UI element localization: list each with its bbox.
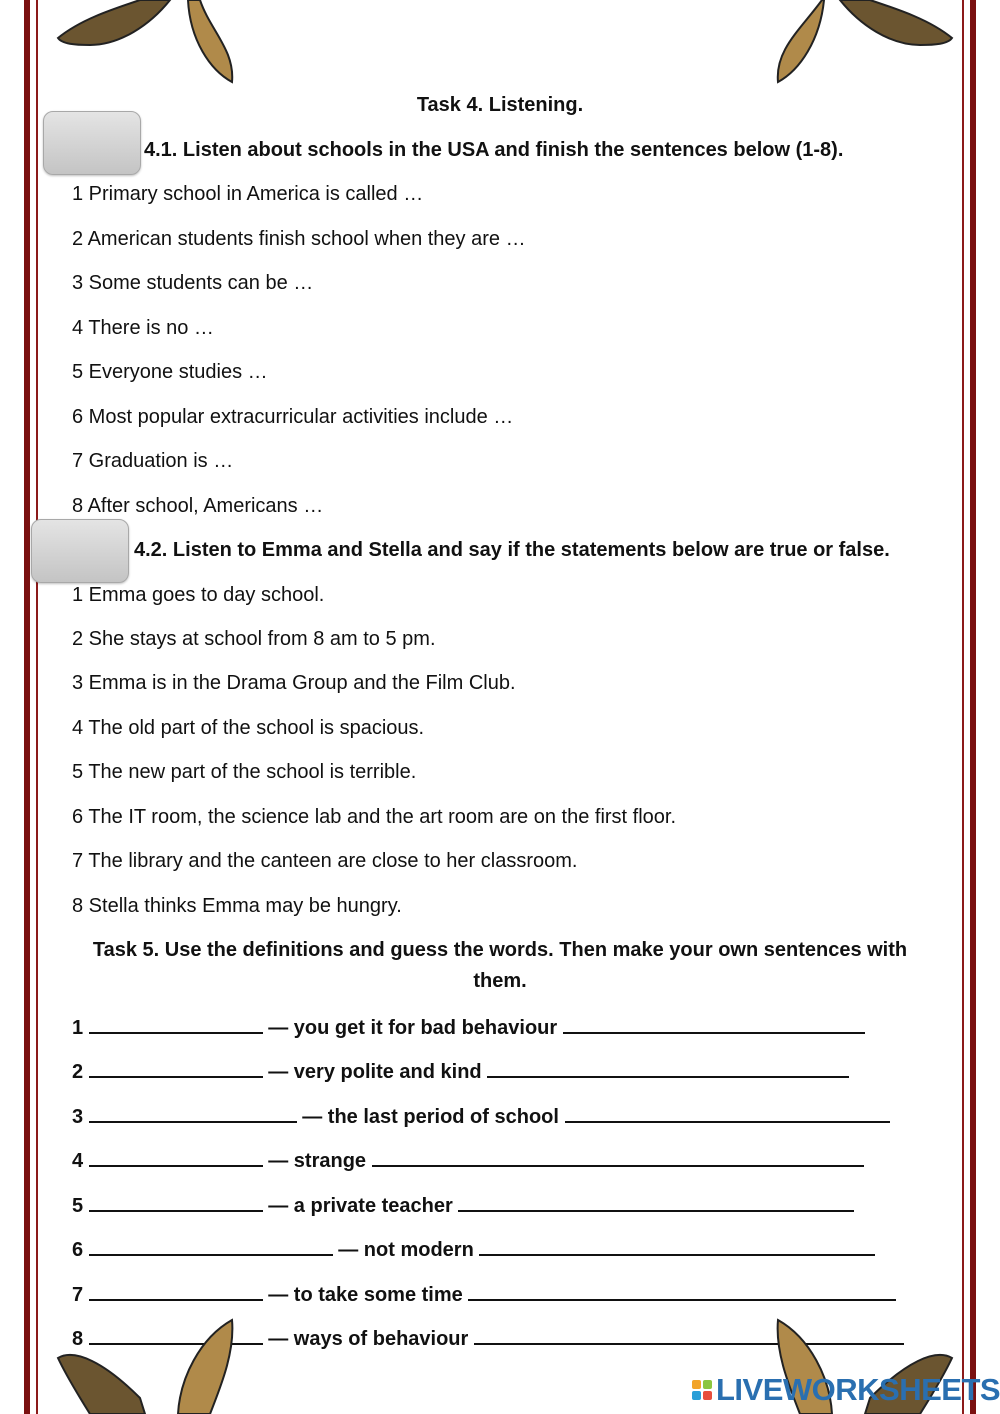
task4-title: Task 4. Listening. — [416, 94, 584, 116]
definition-text: — to take some time — [268, 1284, 463, 1306]
left-border — [24, 0, 30, 1414]
leaf-ornament-bottom-left-icon — [50, 1318, 250, 1414]
task5-title — [60, 935, 940, 997]
list-item: 1 Primary school in America is called … — [72, 183, 424, 205]
list-item: 4 The old part of the school is spacious. — [72, 717, 425, 739]
definition-row — [72, 1014, 865, 1040]
list-item: 4 There is no … — [72, 317, 214, 339]
word-answer-input[interactable] — [89, 1192, 263, 1212]
sentence-answer-input[interactable] — [565, 1103, 890, 1123]
definition-number: 7 — [72, 1284, 84, 1306]
definition-number: 4 — [72, 1150, 84, 1172]
list-item: 2 American students finish school when they are … — [72, 228, 526, 250]
sentence-answer-input[interactable] — [372, 1147, 864, 1167]
definition-row — [72, 1147, 864, 1173]
definition-row — [72, 1103, 890, 1129]
liveworksheets-logo-icon — [692, 1380, 712, 1400]
definition-number: 3 — [72, 1106, 84, 1128]
definition-text: — strange — [268, 1150, 367, 1172]
sentence-answer-input[interactable] — [479, 1236, 875, 1256]
list-item: 7 Graduation is … — [72, 450, 234, 472]
sentence-answer-input[interactable] — [563, 1014, 865, 1034]
list-item: 8 Stella thinks Emma may be hungry. — [72, 895, 402, 917]
definition-text: — the last period of school — [302, 1106, 559, 1128]
definition-number: 6 — [72, 1239, 84, 1261]
sentence-answer-input[interactable] — [458, 1192, 854, 1212]
definition-number: 1 — [72, 1017, 84, 1039]
definition-row — [72, 1281, 896, 1307]
definition-number: 5 — [72, 1195, 84, 1217]
right-border — [970, 0, 976, 1414]
word-answer-input[interactable] — [89, 1103, 297, 1123]
list-item: 7 The library and the canteen are close to her classroom. — [72, 850, 578, 872]
definition-text: — not modern — [338, 1239, 474, 1261]
logo-text: LIVEWORKSHEETS — [716, 1372, 1000, 1407]
word-answer-input[interactable] — [89, 1147, 263, 1167]
definition-number: 8 — [72, 1328, 84, 1350]
word-answer-input[interactable] — [89, 1058, 263, 1078]
definition-text: — very polite and kind — [268, 1061, 482, 1083]
list-item: 6 Most popular extracurricular activities include … — [72, 406, 514, 428]
list-item: 8 After school, Americans … — [72, 495, 324, 517]
sentence-answer-input[interactable] — [487, 1058, 849, 1078]
list-item: 5 The new part of the school is terrible. — [72, 761, 417, 783]
task4-2-heading: 4.2. Listen to Emma and Stella and say if the statements below are true or false. — [134, 539, 890, 561]
list-item: 2 She stays at school from 8 am to 5 pm. — [72, 628, 436, 650]
word-answer-input[interactable] — [89, 1014, 263, 1034]
definition-text: — you get it for bad behaviour — [268, 1017, 558, 1039]
leaf-ornament-top-right-icon — [760, 0, 960, 90]
list-item: 3 Some students can be … — [72, 272, 314, 294]
task5-title-line1: Task 5. Use the definitions and guess the words. Then make your own sentences with — [92, 939, 908, 961]
definition-row — [72, 1236, 875, 1262]
audio-play-button-4-2[interactable] — [31, 519, 129, 583]
liveworksheets-logo — [692, 1372, 1000, 1408]
definition-row — [72, 1192, 854, 1218]
task5-title-line2: them. — [473, 970, 527, 992]
definition-text: — a private teacher — [268, 1195, 453, 1217]
word-answer-input[interactable] — [89, 1236, 333, 1256]
list-item: 5 Everyone studies … — [72, 361, 268, 383]
audio-play-button-4-1[interactable] — [43, 111, 141, 175]
task4-1-heading: 4.1. Listen about schools in the USA and finish the sentences below (1-8). — [144, 139, 844, 161]
right-border-inner — [962, 0, 964, 1414]
definition-number: 2 — [72, 1061, 84, 1083]
sentence-answer-input[interactable] — [468, 1281, 896, 1301]
left-border-inner — [36, 0, 38, 1414]
list-item: 1 Emma goes to day school. — [72, 584, 325, 606]
leaf-ornament-top-left-icon — [50, 0, 250, 90]
list-item: 3 Emma is in the Drama Group and the Film Club. — [72, 672, 516, 694]
definition-row — [72, 1058, 849, 1084]
definition-text: — ways of behaviour — [268, 1328, 469, 1350]
word-answer-input[interactable] — [89, 1281, 263, 1301]
list-item: 6 The IT room, the science lab and the art room are on the first floor. — [72, 806, 677, 828]
